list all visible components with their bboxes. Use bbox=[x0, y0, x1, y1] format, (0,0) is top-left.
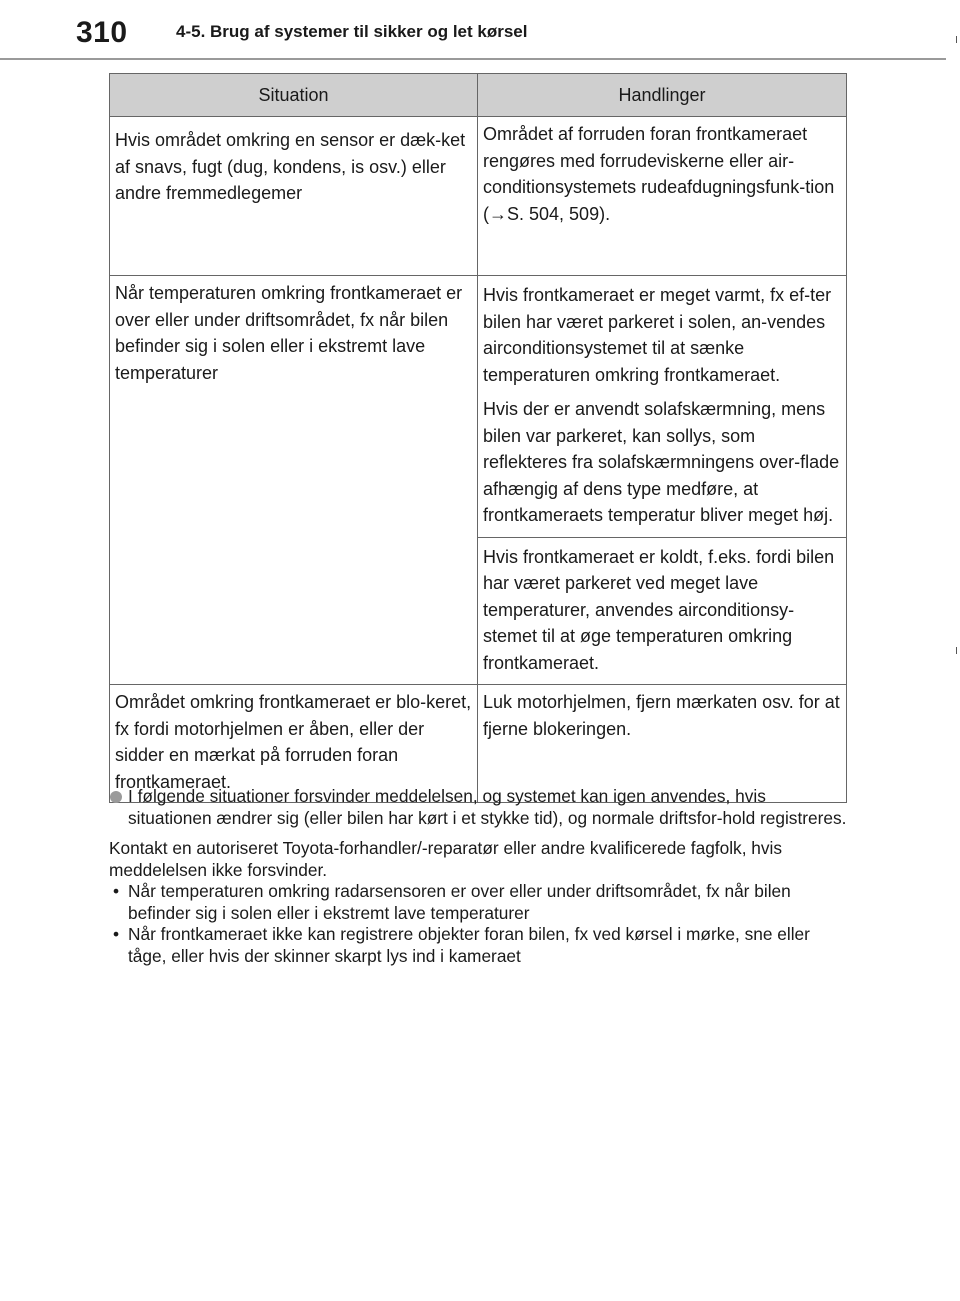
list-item bbox=[109, 881, 849, 924]
situation-text: Når temperaturen omkring frontkameraet er over eller under driftsområdet, fx når bilen befinder sig i solen eller i ekstremt lave temperaturer bbox=[115, 283, 463, 383]
situation-table bbox=[109, 73, 847, 803]
page-header bbox=[0, 0, 960, 66]
list-item-text: Når frontkameraet ikke kan registrere objekter foran bilen, fx ved kørsel i mørke, sne eller tåge, eller hvis der skinner skarpt lys ind i kameraet bbox=[128, 924, 810, 966]
note-paragraph bbox=[109, 786, 849, 829]
action-text-main: Området af forruden foran frontkameraet rengøres med forrudeviskerne eller air-conditionsystemets rudeafdugningsfunk-tion ( bbox=[483, 124, 835, 224]
situation-cell bbox=[110, 117, 478, 276]
list-item bbox=[109, 924, 849, 967]
list-bullet: • bbox=[113, 924, 120, 944]
list-item-text: Når temperaturen omkring radarsensoren er over eller under driftsområdet, fx når bilen befinder sig i solen eller i ekstremt lave temperaturer bbox=[128, 881, 791, 923]
margin-tick bbox=[956, 647, 957, 654]
list-bullet: • bbox=[113, 881, 120, 901]
bullet-dot-icon bbox=[110, 791, 122, 803]
section-title: 4-5. Brug af systemer til sikker og let kørsel bbox=[176, 22, 528, 41]
action-hot-block bbox=[478, 276, 846, 537]
table-header-row bbox=[110, 74, 847, 117]
action-cold-block bbox=[478, 537, 846, 685]
situation-text: Hvis området omkring en sensor er dæk-ket af snavs, fugt (dug, kondens, is osv.) eller andre fremmedlegemer bbox=[115, 130, 466, 203]
table-row bbox=[110, 117, 847, 276]
page-number: 310 bbox=[76, 16, 128, 49]
table-row bbox=[110, 276, 847, 685]
action-text: Hvis frontkameraet er meget varmt, fx ef-ter bilen har været parkeret i solen, an-vendes airconditionsystemet til at sænke temperaturen omkring frontkameraet. bbox=[483, 285, 832, 385]
note-text: I følgende situationer forsvinder meddelelsen, og systemet kan igen anvendes, hvis situationen ændrer sig (eller bilen har kørt i et stykke tid), og normale driftsfor-hold registreres. bbox=[128, 786, 847, 828]
action-cell bbox=[478, 685, 847, 803]
margin-tick bbox=[956, 36, 957, 43]
contact-paragraph: Kontakt en autoriseret Toyota-forhandler/-reparatør eller andre kvalificerede fagfolk, hvis meddelelsen ikke forsvinder. bbox=[109, 838, 783, 880]
action-cell bbox=[478, 117, 847, 276]
column-header-actions: Handlinger bbox=[478, 74, 847, 117]
situation-cell bbox=[110, 276, 478, 685]
body-text bbox=[109, 786, 849, 967]
column-header-situation: Situation bbox=[110, 74, 478, 117]
action-text bbox=[478, 117, 846, 232]
action-text: Hvis frontkameraet er koldt, f.eks. fordi bilen har været parkeret ved meget lave temperaturer, anvendes airconditionsy-stemet til at øge temperaturen omkring frontkameraet. bbox=[483, 546, 835, 673]
table-row bbox=[110, 685, 847, 803]
arrow-icon: → bbox=[489, 203, 507, 224]
header-divider bbox=[0, 58, 946, 60]
action-text: Hvis der er anvendt solafskærmning, mens bilen var parkeret, kan sollys, som reflekteres fra solafskærmningens over-flade afhængig af dens type medføre, at frontkameraets temperatur bliver meget høj. bbox=[483, 399, 840, 525]
page-reference: S. 504, 509). bbox=[507, 203, 611, 224]
situation-cell bbox=[110, 685, 478, 803]
situation-text: Området omkring frontkameraet er blo-keret, fx fordi motorhjelmen er åben, eller der sidder en mærkat på forruden foran frontkameraet. bbox=[115, 692, 472, 792]
action-text: Luk motorhjelmen, fjern mærkaten osv. for at fjerne blokeringen. bbox=[483, 692, 840, 739]
action-cell bbox=[478, 276, 847, 685]
